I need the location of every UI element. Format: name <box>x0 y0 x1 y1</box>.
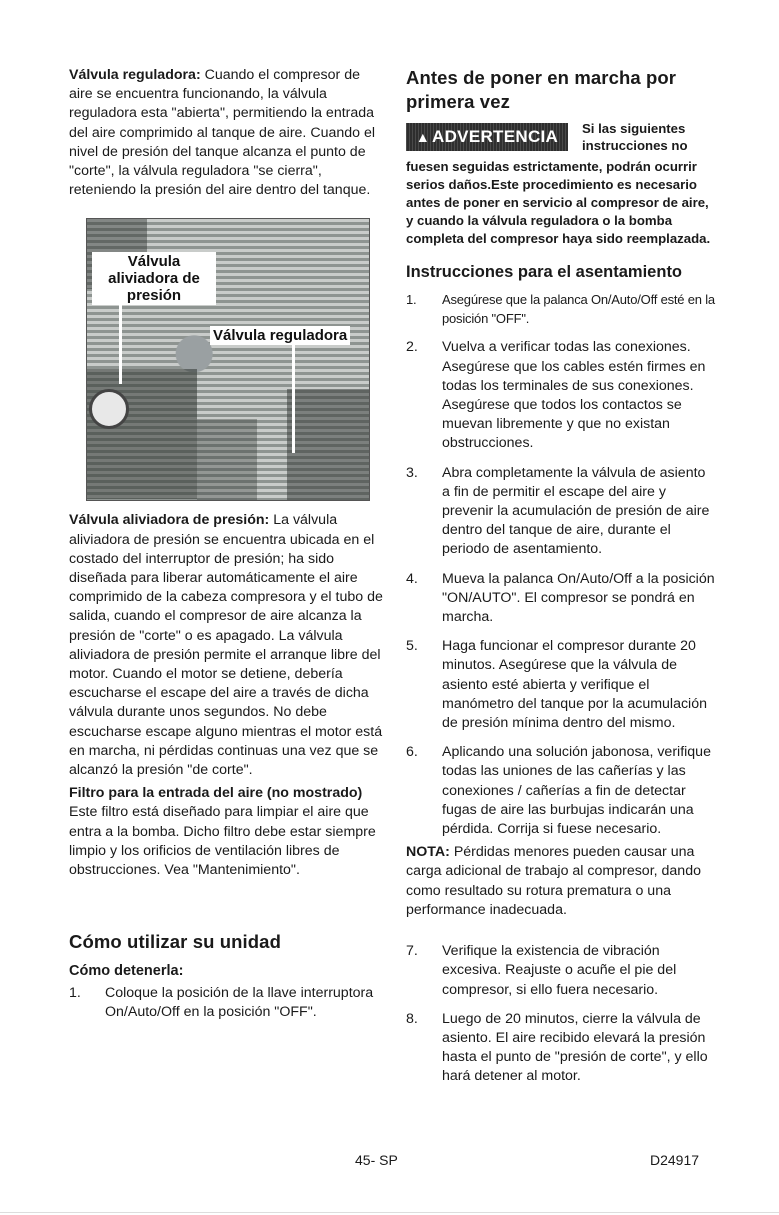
note-text: Pérdidas menores pueden causar una carga adicional de trabajo al compresor, dando como resultado su rotura prematura o una performance inadecuada. <box>406 844 701 918</box>
regulator-valve-paragraph <box>69 66 387 200</box>
air-filter-term: Filtro para la entrada del aire (no mostrado) <box>69 785 363 802</box>
valves-photo <box>86 218 370 501</box>
relief-valve-term: Válvula aliviadora de presión: <box>69 512 270 529</box>
list-item: 1. Asegúrese que la palanca On/Auto/Off esté en la posición "OFF". <box>406 292 715 327</box>
break-in-subtitle: Instrucciones para el asentamiento <box>406 263 683 281</box>
page-title: Antes de poner en marcha por primera vez <box>406 67 677 112</box>
list-item: 6. Aplicando una solución jabonosa, verifique todas las uniones de las cañerías y las conexiones / cañerías a fin de detectar fugas de aire las burbujas indicarán una pérdida. Corrija si fuese necesario. <box>406 744 711 838</box>
list-item: 7. Verifique la existencia de vibración excesiva. Reajuste o acuñe el pie del compresor, si ello fuera necesario. <box>406 943 677 998</box>
list-item: 5. Haga funcionar el compresor durante 20 minutos. Asegúrese que la válvula de asiento esté abierta y verifique el manómetro del tanque por la acumulación de presión mínima dentro del mismo. <box>406 638 707 732</box>
regulator-valve-description: Cuando el compresor de aire se encuentra funcionando, la válvula reguladora esta "abierta", permitiendo la entrada del aire comprimido al tanque de aire. Cuando el nivel de presión del tanque alcanza el punto de "corte", la válvula reguladora "se cierra", reteniendo la presión del aire dentro del tanque. <box>69 67 376 199</box>
warning-body: fuesen seguidas estrictamente, podrán ocurrir serios daños.Este procedimiento es necesario antes de poner en servicio al compresor de aire, y cuando la válvula reguladora o la bomba completa del compresor haya sido reemplazada. <box>406 159 711 246</box>
relief-valve-label: Válvula aliviadora de presión <box>92 252 216 305</box>
right-column <box>406 66 716 1097</box>
list-item: 4. Mueva la palanca On/Auto/Off a la posición "ON/AUTO". El compresor se pondrá en marcha. <box>406 570 715 626</box>
list-item: 1. Coloque la posición de la llave interruptora On/Auto/Off en la posición "OFF". <box>69 985 374 1021</box>
air-filter-description: Este filtro está diseñado para limpiar el aire que entra a la bomba. Dicho filtro debe estar siempre limpio y los orificios de ventilación libres de obstrucciones. Vea "Mantenimiento". <box>69 804 376 879</box>
stop-steps-list <box>69 984 387 1022</box>
note-label: NOTA: <box>406 844 450 861</box>
page-number: 45- SP <box>355 1152 398 1168</box>
list-item: 3. Abra completamente la válvula de asiento a fin de permitir el escape del aire y prevenir la acumulación de presión de aire dentro del tanque de aire, durante el periodo de asentamiento. <box>406 464 710 558</box>
relief-valve-paragraph <box>69 511 387 780</box>
section-title: Cómo utilizar su unidad <box>69 931 281 953</box>
subsection-title: Cómo detenerla: <box>69 963 184 980</box>
left-column <box>69 66 387 1033</box>
note-paragraph <box>406 843 716 920</box>
list-item: 2. Vuelva a verificar todas las conexiones. Asegúrese que los cables estén firmes en todas los terminales de sus conexiones. Asegúrese que todos los contactos se muevan libremente y que no existan obstrucciones. <box>406 339 706 452</box>
warning-row <box>406 120 716 158</box>
document-code: D24917 <box>650 1152 700 1168</box>
list-item: 8. Luego de 20 minutos, cierre la válvula de asiento. El aire recibido elevará la presión hasta el punto de "presión de corte", y ello hará detener al motor. <box>406 1010 708 1085</box>
bottom-rule <box>0 1212 779 1213</box>
break-in-steps-list-continued <box>406 942 716 1086</box>
regulator-valve-term: Válvula reguladora: <box>69 67 201 83</box>
warning-intro: Si las siguientes instrucciones no <box>582 121 688 153</box>
air-filter-paragraph <box>69 784 387 880</box>
warning-badge: ▲ ADVERTENCIA <box>406 123 568 151</box>
warning-triangle-icon: ▲ <box>415 129 431 145</box>
regulator-valve-label: Válvula reguladora <box>210 326 350 345</box>
relief-valve-description: La válvula aliviadora de presión se encuentra ubicada en el costado del interruptor de presión; ha sido diseñada para liberar automáticamente el aire comprimido de la cabeza compresora y el tubo de salida, cuando el compresor de aire alcanza la presión de "corte" o es apagado. La válvula aliviadora de presión permite el arranque libre del motor. Cuando el motor se detiene, debería escucharse el escape del aire a través de dicha válvula durante unos segundos. No debe escucharse escape alguno mientras el motor está en marcha, ni pérdidas continuas una vez que se alcanzó la presión "de corte". <box>69 512 383 779</box>
break-in-steps-list <box>406 290 716 839</box>
